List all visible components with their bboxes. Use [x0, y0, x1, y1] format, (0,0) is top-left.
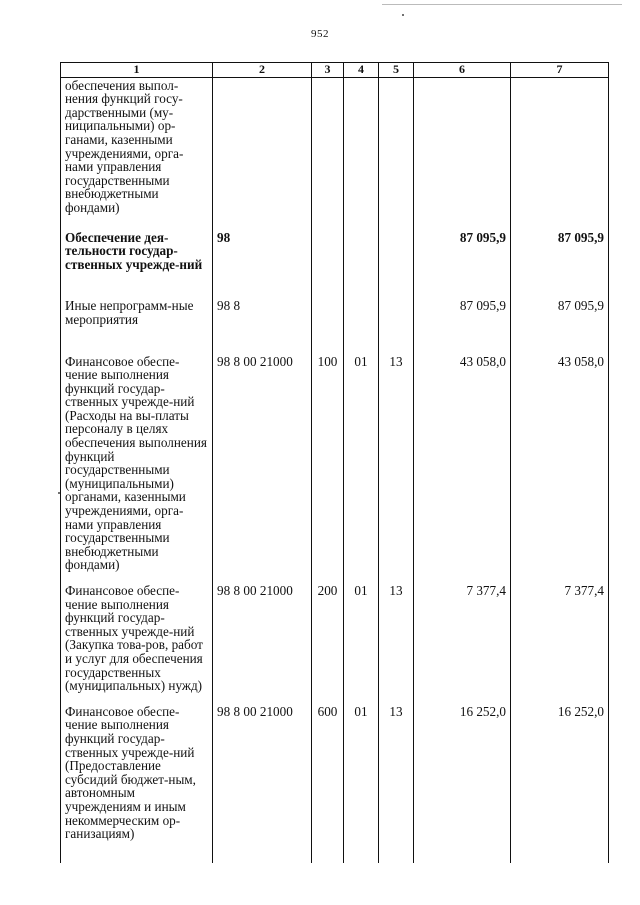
row-name: Обеспечение дея-тельности государ-ственных учрежде-ний: [61, 215, 213, 272]
column-header: 7: [511, 63, 609, 78]
row-sum-2: [511, 77, 609, 214]
row-sum-1: 43 058,0: [414, 327, 511, 573]
column-header: 6: [414, 63, 511, 78]
row-code: 98 8: [213, 271, 312, 326]
row-sum-1: [414, 77, 511, 214]
row-code: 98 8 00 21000: [213, 327, 312, 573]
empty-cell: [344, 841, 379, 863]
row-name: Финансовое обеспе-чение выполнения функций государ-ственных учрежде-ний (Закупка това-ров, работ и услуг для обеспечения государственных (муниципальных) нужд): [61, 572, 213, 693]
column-header: 2: [213, 63, 312, 78]
page-number: 952: [311, 28, 329, 40]
row-rz: [344, 271, 379, 326]
row-pr: 13: [379, 693, 414, 841]
scan-speck: [402, 14, 404, 16]
row-vr: 200: [312, 572, 344, 693]
row-pr: 13: [379, 572, 414, 693]
table-row: [61, 327, 609, 573]
row-rz: 01: [344, 327, 379, 573]
row-sum-1: 87 095,9: [414, 271, 511, 326]
row-pr: [379, 215, 414, 272]
row-rz: 01: [344, 572, 379, 693]
scan-edge-line: [382, 4, 622, 5]
empty-cell: [379, 841, 414, 863]
row-sum-1: 16 252,0: [414, 693, 511, 841]
row-pr: [379, 271, 414, 326]
row-name: обеспечения выпол-нения функций госу-дарственными (му-ниципальными) ор-ганами, казенными учреждениями, орга-нами управления государственными внебюджетными фондами): [61, 77, 213, 214]
row-sum-2: 7 377,4: [511, 572, 609, 693]
row-sum-2: 16 252,0: [511, 693, 609, 841]
row-name: Финансовое обеспе-чение выполнения функций государ-ственных учрежде-ний (Расходы на вы-платы персоналу в целях обеспечения выполнения функций государственными (муниципальными) органами, казенными учреждениями, орга-нами управления государственными внебюджетными фондами): [61, 327, 213, 573]
row-rz: 01: [344, 693, 379, 841]
row-sum-2: 87 095,9: [511, 215, 609, 272]
table-row: [61, 572, 609, 693]
row-vr: 600: [312, 693, 344, 841]
row-sum-2: 43 058,0: [511, 327, 609, 573]
row-pr: [379, 77, 414, 214]
empty-cell: [61, 841, 213, 863]
table-row: [61, 693, 609, 841]
empty-cell: [414, 841, 511, 863]
column-header: 4: [344, 63, 379, 78]
row-name: Финансовое обеспе-чение выполнения функций государ-ственных учрежде-ний (Предоставление субсидий бюджет-ным, автономным учреждениям и иным некоммерческим ор-ганизациям): [61, 693, 213, 841]
budget-table: [60, 62, 609, 863]
row-vr: [312, 215, 344, 272]
row-pr: 13: [379, 327, 414, 573]
table-row: [61, 271, 609, 326]
table-tail: [61, 841, 609, 863]
column-header: 5: [379, 63, 414, 78]
row-vr: 100: [312, 327, 344, 573]
row-vr: [312, 271, 344, 326]
row-rz: [344, 215, 379, 272]
row-code: 98 8 00 21000: [213, 572, 312, 693]
row-rz: [344, 77, 379, 214]
column-header: 3: [312, 63, 344, 78]
table-row: [61, 215, 609, 272]
empty-cell: [511, 841, 609, 863]
table-row: [61, 77, 609, 214]
row-code: 98 8 00 21000: [213, 693, 312, 841]
row-sum-1: 7 377,4: [414, 572, 511, 693]
empty-cell: [312, 841, 344, 863]
row-code: [213, 77, 312, 214]
column-header: 1: [61, 63, 213, 78]
row-vr: [312, 77, 344, 214]
empty-cell: [213, 841, 312, 863]
header-row: [61, 63, 609, 78]
row-sum-2: 87 095,9: [511, 271, 609, 326]
row-code: 98: [213, 215, 312, 272]
row-name: Иные непрограмм-ные мероприятия: [61, 271, 213, 326]
row-sum-1: 87 095,9: [414, 215, 511, 272]
